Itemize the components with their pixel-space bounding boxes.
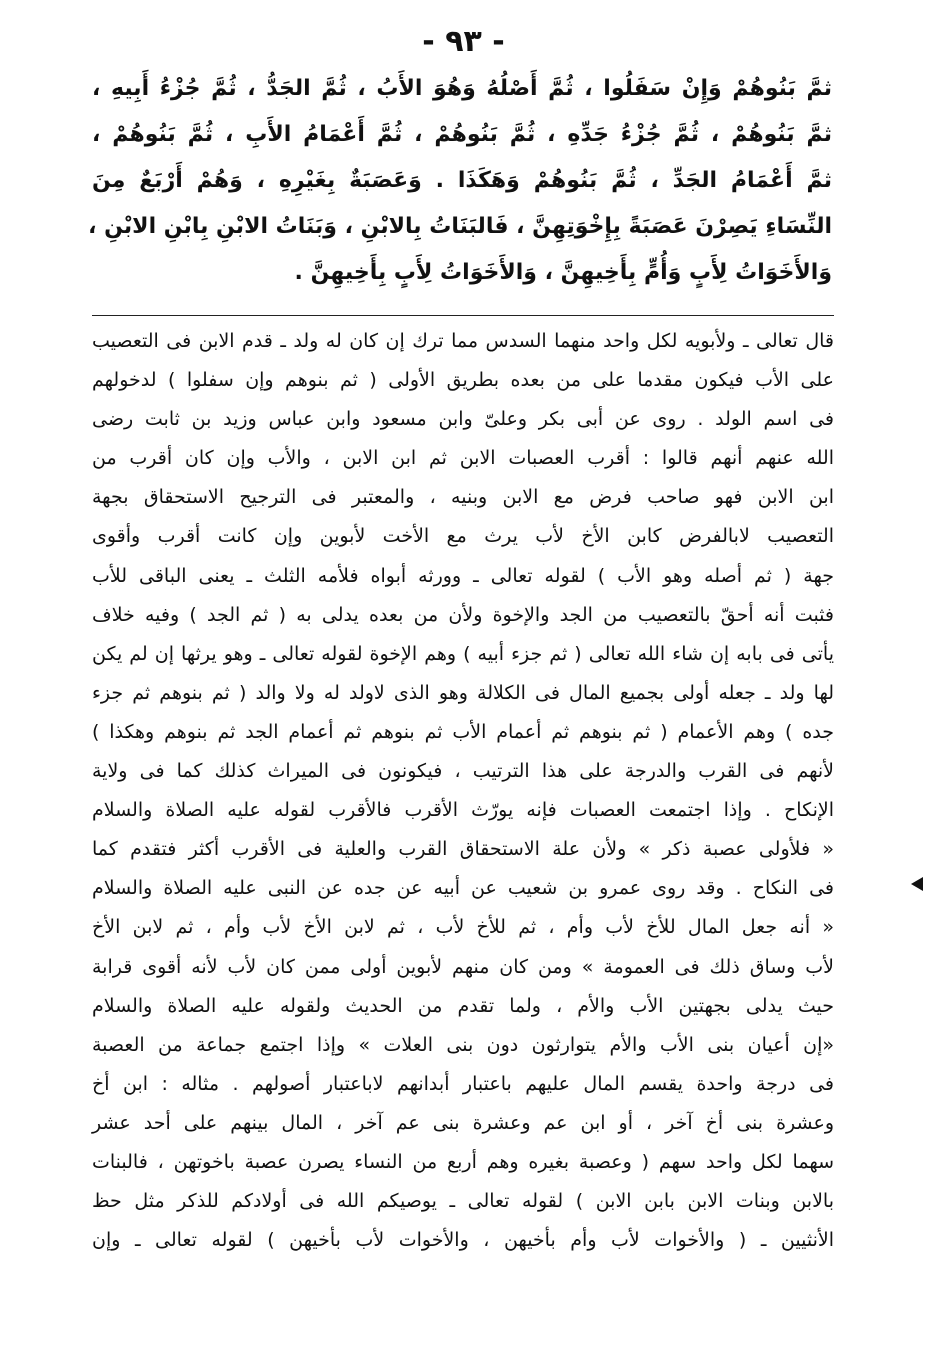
matn-line: وَالأَخَوَاتُ لِأَبٍ وَأُمٍّ بِأَخِيهِنَّ ، وَالأَخَوَاتُ لِأَبٍ بِأَخِيهِنَّ . <box>294 260 832 285</box>
sharh-line: يأتى فى بابه إن شاء الله تعالى ( ثم جزء أبيه ) وهم الإخوة لقوله تعالى ـ وهو يرثها إن لم يكن <box>92 642 834 665</box>
sharh-line: بالابن وبنات الابن بابن الابن ) لقوله تعالى ـ يوصيكم الله فى أولادكم للذكر مثل حظ <box>92 1190 834 1213</box>
sharh-line: فى درجة واحدة يقسم المال عليهم باعتبار أبدانهم لاباعتبار أصولهم . مثاله : ابن أخ <box>92 1072 834 1095</box>
sharh-line: لأب وساق ذلك فى العمومة » ومن كان منهم لأبوين أولى ممن كان لأب لأنه أقوى قرابة <box>92 955 834 978</box>
page-number: - ٩٣ - <box>422 24 505 59</box>
sharh-line: « فلأولى عصبة ذكر » ولأن علة الاستحقاق القرب والعلية فى الأقرب أكثر فتقدم كما <box>92 838 834 861</box>
sharh-commentary-block <box>92 322 834 1260</box>
sharh-line: قال تعالى ـ ولأبويه لكل واحد منهما السدس مما ترك إن كان له ولد ـ قدم الابن فى التعصيب <box>92 330 834 352</box>
sharh-line: فى النكاح . وقد روى عمرو بن شعيب عن أبيه عن جده عن النبى عليه الصلاة والسلام <box>92 877 834 900</box>
sharh-line: الأنثيين ـ ( والأخوات لأب وأم بأخيهن ، والأخوات لأب بأخيهن ) لقوله تعالى ـ وإن <box>92 1229 834 1252</box>
sharh-line: على الأب فيكون مقدما على من بعده بطريق الأولى ( ثم بنوهم وإن سفلوا ) لدخولهم <box>92 369 834 392</box>
sharh-line: فثبت أنه أحقّ بالتعصيب من الجد والإخوة ولأن من بعده يدلى به ( ثم الجد ) وفيه خلاف <box>92 603 834 626</box>
sharh-line: « أنه جعل المال للأخ لأب وأم ، ثم للأخ لأب ، ثم لابن الأخ لأب وأم ، ثم لابن الأخ <box>92 916 834 939</box>
matn-text-block <box>88 66 832 296</box>
matn-line: النِّسَاءِ يَصِرْنَ عَصَبَةً بِإِخْوَتِهِنَّ ، فَالبَنَاتُ بِالابْنِ ، وَبَنَاتُ الابْنِ بِابْنِ الابْنِ ، <box>88 214 832 239</box>
matn-line: ثمَّ بَنُوهُمْ ، ثُمَّ جُزْءُ جَدِّهِ ، ثُمَّ بَنُوهُمْ ، ثُمَّ أَعْمَامُ الأَبِ ، ثُمَّ بَنُوهُمْ ، <box>92 122 832 147</box>
sharh-line: فى اسم الولد . روى عن أبى بكر وعلىّ وابن مسعود وابن عباس وزيد بن ثابت رضى <box>92 408 834 431</box>
sharh-line: جده ) وهم الأعمام ( ثم بنوهم ثم أعمام الأب ثم بنوهم ثم أعمام الجد ثم بنوهم وهكذا ) <box>92 720 834 743</box>
sharh-line: سهما لكل واحد سهم ( وعصبة بغيره وهم أربع من النساء يصرن عصبة باخوتهن ، فالبنات <box>92 1150 834 1173</box>
margin-arrow-icon <box>911 877 923 891</box>
sharh-line: وعشرة بنى أخ آخر ، أو ابن عم وعشرة بنى عم آخر ، المال بينهم على أحد عشر <box>92 1111 834 1134</box>
sharh-line: حيث يدلى بجهتين الأب والأم ، ولما تقدم من الحديث ولقوله عليه الصلاة والسلام <box>92 994 834 1017</box>
sharh-line: الإنكاح . وإذا اجتمعت العصبات فإنه يورّث الأقرب فالأقرب لقوله عليه الصلاة والسلام <box>92 799 834 822</box>
sharh-line: جهة ( ثم أصله وهو الأب ) لقوله تعالى ـ وورثه أبواه فلأمه الثلث ـ يعنى الباقى للأب <box>92 564 834 587</box>
sharh-line: الله عنهم أنهم قالوا : أقرب العصبات الابن ثم ابن الابن ، والأب وإن كان أقرب من <box>92 447 834 470</box>
sharh-line: ابن الابن فهو صاحب فرض مع الابن وبنيه ، والمعتبر فى الترجيح الاستحقاق بجهة <box>92 486 834 509</box>
sharh-line: لأنهم فى القرب والدرجة على هذا الترتيب ، فيكونون فى الميراث كذلك كما فى ولاية <box>92 760 834 783</box>
sharh-line: «إن أعيان بنى الأب والأم يتوارثون دون بنى العلات » وإذا اجتمع جماعة من العصبة <box>92 1033 834 1056</box>
sharh-line: التعصيب لابالفرض كابن الأخ لأب يرث مع الأخت لأبوين وإن كانت أقرب وأقوى <box>92 525 834 548</box>
section-divider <box>92 315 834 316</box>
matn-line: ثمَّ بَنُوهُمْ وَإِنْ سَفَلُوا ، ثُمَّ أَصْلُهُ وَهُوَ الأَبُ ، ثُمَّ الجَدُّ ، ثُمَّ جُزْءُ أَبِيهِ ، <box>92 76 832 101</box>
matn-line: ثمَّ أَعْمَامُ الجَدِّ ، ثُمَّ بَنُوهُمْ وَهَكَذَا . وَعَصَبَةٌ بِغَيْرِهِ ، وَهُمْ أَرْبَعٌ مِنَ <box>92 168 832 193</box>
sharh-line: لها ولد ـ جعله أولى بجميع المال فى الكلالة وهو الذى لاولد له ولا والد ( ثم بنوهم ثم جزء <box>92 681 834 704</box>
